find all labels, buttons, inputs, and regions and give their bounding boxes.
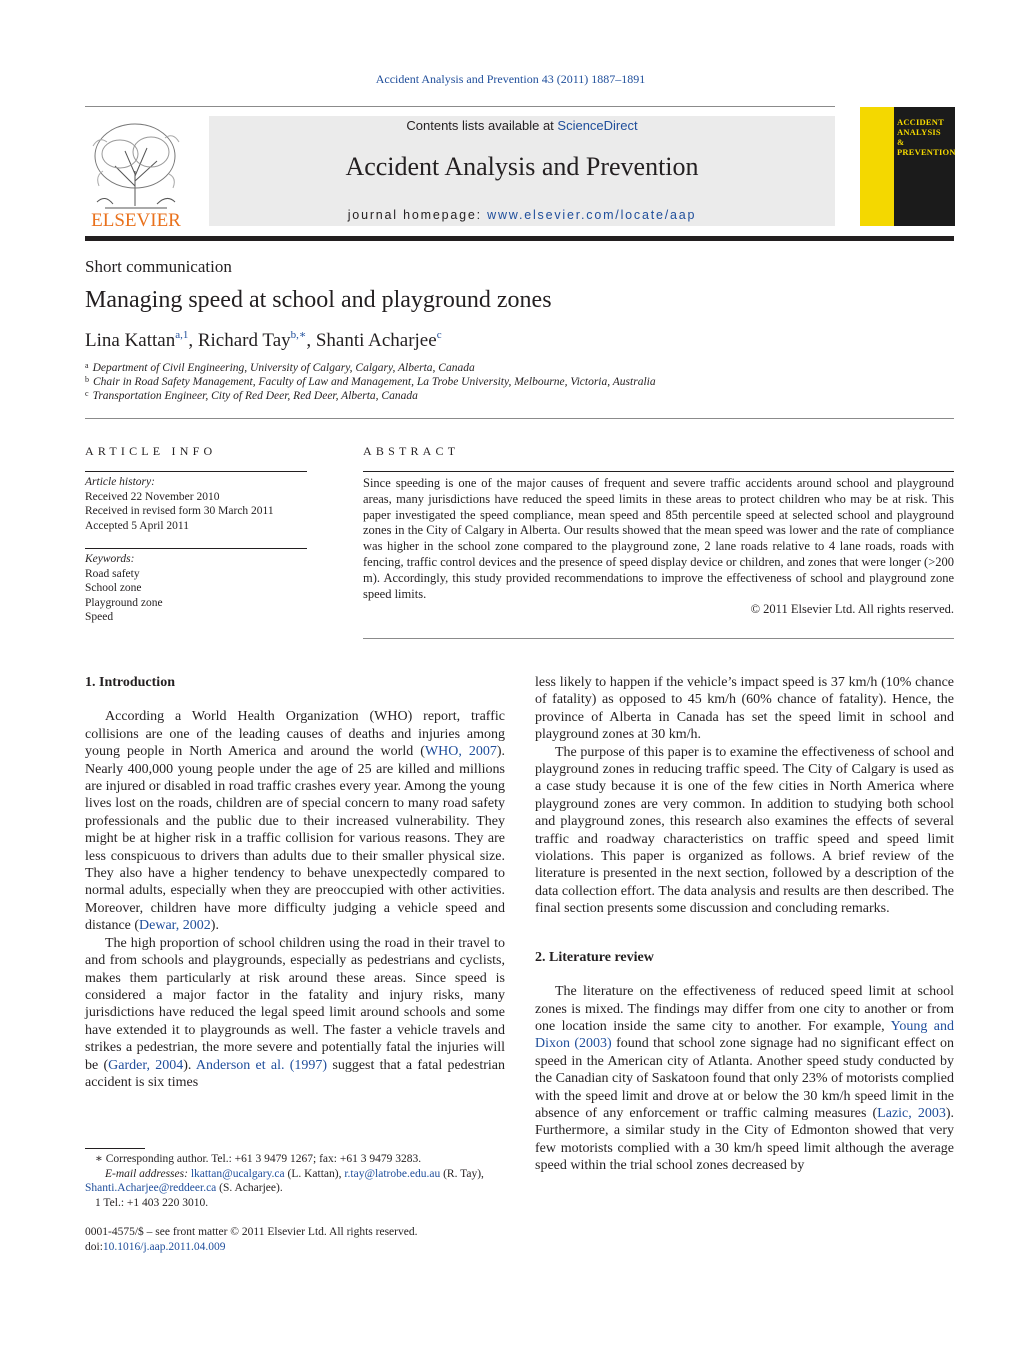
body-column-right: [535, 674, 954, 1175]
citation-link[interactable]: Young and Dixon (2003): [535, 1018, 954, 1052]
corresponding-author-note: ∗ Corresponding author. Tel.: +61 3 9479 1267; fax: +61 3 9479 3283.: [95, 1153, 422, 1165]
keyword: Speed: [85, 611, 114, 623]
journal-citation[interactable]: Accident Analysis and Prevention 43 (2011) 1887–1891: [375, 72, 646, 86]
affiliation-key: c: [85, 389, 89, 398]
cover-title: [897, 117, 956, 157]
author-affiliation-mark[interactable]: b,∗: [290, 329, 307, 341]
section-rule: [85, 418, 954, 419]
keyword: Road safety: [85, 567, 140, 580]
paragraph: [85, 708, 505, 934]
article-info-heading: ARTICLE INFO: [85, 444, 217, 458]
citation-link[interactable]: Lazic, 2003: [877, 1105, 946, 1121]
footnote-1: 1 Tel.: +1 403 220 3010.: [95, 1196, 209, 1209]
issn-line: 0001-4575/$ – see front matter © 2011 Elsevier Ltd. All rights reserved.: [85, 1226, 418, 1238]
affiliation: [85, 389, 418, 402]
history-label: Article history:: [85, 476, 155, 488]
affiliation-text: Chair in Road Safety Management, Faculty of Law and Management, La Trobe University, Melbourne, Victoria, Australia: [93, 376, 656, 388]
citation-link[interactable]: Garder, 2004: [108, 1057, 184, 1073]
paragraph: [85, 935, 505, 1092]
citation-link[interactable]: Anderson et al. (1997): [195, 1057, 328, 1073]
keywords-block: [85, 552, 163, 625]
author-affiliation-mark[interactable]: a,1: [175, 329, 189, 341]
article-type: Short communication: [85, 257, 232, 276]
article-title: Managing speed at school and playground zones: [85, 287, 552, 313]
sciencedirect-link[interactable]: ScienceDirect: [557, 118, 638, 133]
keyword: School zone: [85, 582, 142, 594]
email-label: E-mail addresses:: [105, 1167, 188, 1180]
homepage-label: journal homepage:: [347, 208, 488, 222]
email-owner: (S. Acharjee).: [216, 1182, 283, 1194]
email-owner: (R. Tay),: [440, 1167, 484, 1180]
footnote-rule: [85, 1148, 145, 1149]
paragraph-text: suggest that a fatal pedestrian accident is six times: [85, 1057, 506, 1090]
journal-cover: [860, 107, 955, 226]
cover-title-line: ACCIDENT: [897, 117, 944, 127]
email-addresses: [85, 1167, 505, 1182]
email-link[interactable]: Shanti.Acharjee@reddeer.ca: [85, 1182, 217, 1194]
email-link[interactable]: lkattan@ucalgary.ca: [190, 1167, 285, 1180]
email-link[interactable]: r.tay@latrobe.edu.au: [344, 1167, 441, 1180]
article-history: [85, 475, 274, 533]
paragraph-text: The literature on the effectiveness of reduced speed limit at school zones is mixed. The findings may differ from one city to another or from one location inside the same city to another. For example,: [535, 984, 954, 1034]
paragraph-text: ).: [210, 918, 219, 934]
paragraph-text: According a World Health Organization (WHO) report, traffic collisions are one of the leading causes of deaths and injuries among young people in North America and around the world (: [85, 709, 505, 760]
author-name: Shanti Acharjee: [315, 330, 437, 351]
journal-title: Accident Analysis and Prevention: [345, 152, 699, 181]
paragraph: [535, 983, 954, 1174]
paragraph-text: The high proportion of school children using the road in their travel to and from schools and playgrounds, especially as pedestrians and cyclists, makes them particularly at risk around these areas. Since speed is considered a major factor in the fatality and injury risks, many jurisdictions have reduced the legal speed limit around schools and some have extended it to playgrounds as well. The faster a vehicle travels and strikes a pedestrian, the more severe and potentially fatal the injuries will be (: [85, 935, 505, 1073]
elsevier-logo: [85, 116, 187, 228]
elsevier-tree-icon: [85, 116, 187, 228]
article-info-rule: [85, 471, 307, 472]
affiliation-key: b: [85, 375, 89, 384]
section-heading: 1. Introduction: [85, 675, 175, 690]
email-owner: (L. Kattan),: [284, 1167, 345, 1180]
cover-title-line: &: [897, 137, 905, 147]
keywords-rule: [85, 548, 307, 549]
keyword: Playground zone: [85, 596, 163, 609]
history-item: Accepted 5 April 2011: [85, 519, 190, 532]
body-column-left: [85, 674, 505, 1091]
abstract: [363, 476, 954, 618]
paragraph: The purpose of this paper is to examine the effectiveness of school and playground zones in reducing traffic speed. The City of Calgary is used as a case study because it is one of the few cities in North America where playground zones are very common. In addition to studying both school and playground zones, this research also examines the effects of several traffic and roadway characteristics on traffic speed and speed limit violations. This paper is organized as follows. A brief review of the literature is presented in the next section, followed by a description of the data collection effort. The data analysis and results are then described. The final section presents some discussion and concluding remarks.: [535, 744, 954, 917]
paragraph: less likely to happen if the vehicle’s impact speed is 37 km/h (10% chance of fatality) as opposed to 45 km/h (60% chance of fatality). Hence, the province of Alberta in Canada has set the speed limit in school and playground zones at 30 km/h.: [535, 675, 954, 743]
paragraph-text: ). Nearly 400,000 young people under the age of 25 are killed and millions are injured or disabled in road traffic crashes every year. Among the young lives lost on the roads, children are of special concern to many road safety professionals and the public due to their increased vulnerability. They might be at higher risk in a traffic collision for various reasons. They are less conspicuous to drivers than adults due to their smaller physical size. They also have a higher tendency to behave unexpectedly compared to normal adults, especially when they are preoccupied with other activities. Moreover, children have more difficulty judging a vehicle speed and distance (: [85, 744, 506, 934]
email-addresses-cont: [85, 1181, 505, 1196]
affiliation-text: Transportation Engineer, City of Red Deer, Red Deer, Alberta, Canada: [92, 390, 418, 402]
affiliation-text: Department of Civil Engineering, University of Calgary, Calgary, Alberta, Canada: [92, 362, 475, 374]
homepage-link[interactable]: www.elsevier.com/locate/aap: [487, 208, 697, 222]
page-footer: [85, 1225, 417, 1255]
doi-line: [85, 1240, 417, 1255]
history-item: Received 22 November 2010: [85, 490, 220, 503]
abstract-text: Since speeding is one of the major causes of frequent and severe traffic accidents around school and playground areas, many jurisdictions have reduced the speed limits in these areas to protect children who may be at risk. This paper investigated the speed compliance, mean speed and 85th percentile speed at selected school and playground zones in the City of Calgary in Alberta. Our results showed that the mean speed was lower and the rate of compliance was higher in the school zone compared to the playground zone, 2 lane roads relative to 4 lane roads, roads with fencing, traffic control devices and the presence of speed display device or children, and zones that were longer (>200 m). Accordingly, this study provided recommendations to improve the effectiveness of school and playground zone speed limits.: [363, 476, 954, 601]
history-item: Received in revised form 30 March 2011: [85, 505, 274, 517]
cover-title-line: ANALYSIS: [897, 127, 941, 137]
abstract-copyright: © 2011 Elsevier Ltd. All rights reserved.: [750, 602, 954, 617]
elsevier-wordmark: ELSEVIER: [91, 210, 181, 228]
journal-banner: [209, 116, 835, 226]
cover-title-line: PREVENTION: [897, 147, 956, 157]
affiliation: [85, 375, 656, 388]
paragraph-text: ). Furthermore, a similar study in the City of Edmonton showed that very few motorists complied with a 30 km/h speed limit although the average speed within the trial school zones decreased by: [535, 1105, 954, 1174]
contents-line: [209, 118, 835, 133]
abstract-rule: [363, 471, 954, 472]
header-rule: [85, 106, 835, 107]
contents-prefix: Contents lists available at: [406, 118, 558, 133]
doi-label: doi:: [85, 1241, 103, 1253]
section-heading: 2. Literature review: [535, 949, 654, 965]
paragraph-text: ).: [183, 1057, 196, 1073]
author-affiliation-mark[interactable]: c: [436, 329, 442, 341]
citation-link[interactable]: WHO, 2007: [424, 744, 497, 760]
abstract-end-rule: [363, 638, 954, 639]
affiliation: [85, 361, 475, 374]
footnotes: [85, 1152, 505, 1210]
cover-stripe: [860, 107, 894, 226]
affiliation-key: a: [85, 361, 89, 370]
keywords-label: Keywords:: [85, 553, 135, 565]
paragraph-text: found that school zone signage had no significant effect on speed in the American city of Atlanta. Another speed study conducted by the Canadian city of Saskatoon found that only 23% of motorists complied with the speed limit and drove at or below the 30 km/h speed limit in the absence of any enforcement or traffic calming measures (: [535, 1036, 954, 1121]
abstract-heading: ABSTRACT: [363, 444, 460, 458]
author-name: Lina Kattan: [85, 330, 176, 351]
author-name: Richard Tay: [197, 330, 291, 351]
author-list: Lina Kattan$^{a,1}$, Richard Tay$^{b,∗}$, Shanti Acharjee$^c$: [85, 329, 442, 351]
journal-homepage: [209, 208, 835, 222]
citation-link[interactable]: Dewar, 2002: [139, 918, 211, 934]
doi-link[interactable]: 10.1016/j.aap.2011.04.009: [102, 1241, 226, 1253]
header-thick-rule: [85, 236, 954, 241]
